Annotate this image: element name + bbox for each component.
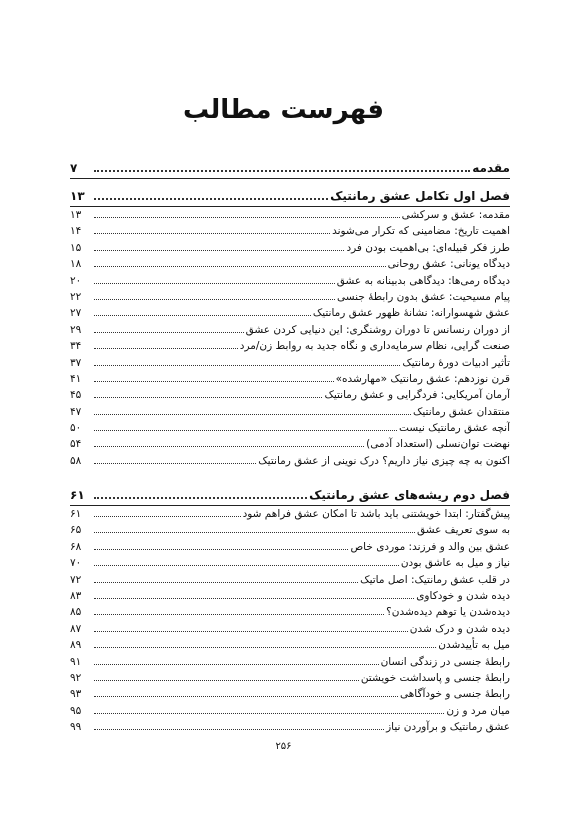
leader-dots bbox=[94, 441, 364, 448]
toc-intro-page: ۷ bbox=[70, 161, 78, 175]
toc-entry-title: رابطهٔ جنسی و پاسداشت خویشتن bbox=[360, 671, 510, 684]
leader-dots bbox=[94, 375, 334, 382]
leader-dots bbox=[94, 260, 386, 267]
toc-entry[interactable] bbox=[70, 703, 510, 719]
divider bbox=[70, 178, 510, 179]
leader-dots bbox=[94, 359, 400, 366]
toc-entry-page: ۸۵ bbox=[70, 606, 82, 619]
leader-dots bbox=[94, 228, 330, 235]
leader-dots bbox=[94, 342, 238, 349]
toc-entry-page: ۱۵ bbox=[70, 241, 82, 254]
toc-entry-page: ۲۲ bbox=[70, 290, 82, 303]
toc-entry-title: مقدمه: عشق و سرکشی bbox=[401, 209, 510, 221]
toc-entry[interactable] bbox=[70, 289, 510, 305]
toc-entry[interactable] bbox=[70, 522, 510, 538]
toc-entry[interactable] bbox=[70, 305, 510, 321]
toc-entry-page: ۲۰ bbox=[70, 274, 82, 287]
toc-entry[interactable] bbox=[70, 539, 510, 555]
leader-dots bbox=[94, 211, 400, 218]
chapter-page: ۶۱ bbox=[70, 488, 85, 502]
toc-entry-page: ۷۰ bbox=[70, 557, 82, 570]
toc-entry-title: میان مرد و زن bbox=[446, 704, 510, 717]
leader-dots bbox=[94, 543, 348, 550]
leader-dots bbox=[94, 723, 384, 730]
toc-intro-title: مقدمه bbox=[472, 161, 510, 175]
toc-entry-title: عشق بین والد و فرزند: موردی خاص bbox=[350, 540, 510, 553]
toc-entry-page: ۹۳ bbox=[70, 688, 82, 701]
leader-dots bbox=[94, 576, 358, 583]
leader-dots bbox=[94, 293, 335, 300]
leader-dots bbox=[94, 625, 408, 632]
toc-entry-title: دیده شدن و خودکاوی bbox=[416, 589, 510, 602]
leader-dots bbox=[94, 310, 311, 317]
toc-entry[interactable] bbox=[70, 273, 510, 289]
toc-entry[interactable] bbox=[70, 436, 510, 452]
leader-dots bbox=[94, 326, 244, 333]
toc-entry[interactable] bbox=[70, 506, 510, 522]
toc-entry-page: ۱۸ bbox=[70, 258, 82, 271]
toc-entry[interactable] bbox=[70, 404, 510, 420]
toc-entry-title: رابطهٔ جنسی و خودآگاهی bbox=[399, 688, 510, 701]
toc-entry-title: آنچه عشق رمانتیک نیست bbox=[399, 422, 510, 435]
toc-entry[interactable] bbox=[70, 420, 510, 436]
toc-entry-page: ۹۵ bbox=[70, 704, 82, 717]
leader-dots bbox=[94, 191, 328, 200]
toc-entry[interactable] bbox=[70, 338, 510, 354]
toc-entry[interactable] bbox=[70, 621, 510, 637]
chapter-1-entries bbox=[70, 207, 510, 469]
toc-entry-title: اهمیت تاریخ: مضامینی که تکرار می‌شوند bbox=[332, 225, 510, 238]
toc-entry-title: منتقدان عشق رمانتیک bbox=[412, 405, 510, 418]
toc-entry-title: رابطهٔ جنسی در زندگی انسان bbox=[380, 655, 510, 668]
toc-entry-page: ۸۷ bbox=[70, 622, 82, 635]
toc-entry-page: ۶۵ bbox=[70, 524, 82, 537]
toc-entry[interactable] bbox=[70, 572, 510, 588]
toc-entry-title: میل به تأییدشدن bbox=[438, 639, 510, 652]
toc-entry-title: از دوران رنسانس تا دوران روشنگری: این دنیایی کردن عشق bbox=[245, 323, 510, 336]
leader-dots bbox=[94, 707, 444, 714]
toc-entry[interactable] bbox=[70, 686, 510, 702]
toc-entry[interactable] bbox=[70, 670, 510, 686]
toc-chapter-2 bbox=[70, 485, 510, 735]
toc-entry[interactable] bbox=[70, 322, 510, 338]
leader-dots bbox=[94, 641, 436, 648]
toc-intro bbox=[70, 158, 510, 179]
chapter-2-entries bbox=[70, 506, 510, 735]
toc-entry-title: نهضت توان‌نسلی (استعداد آدمی) bbox=[366, 438, 510, 451]
toc-entry-title: عشق شهسوارانه: نشانهٔ ظهور عشق رمانتیک bbox=[312, 307, 510, 320]
toc-entry[interactable] bbox=[70, 240, 510, 256]
toc-entry-title: صنعت گرایی، نظام سرمایه‌داری و نگاه جدید به روابط زن/مرد bbox=[239, 340, 510, 353]
toc-entry-title: دیده‌شدن یا توهم دیده‌شدن؟ bbox=[386, 606, 510, 619]
toc-entry[interactable] bbox=[70, 453, 510, 469]
toc-entry-page: ۵۴ bbox=[70, 438, 82, 451]
toc-entry-title: دیدگاه رمی‌ها: دیدگاهی بدبینانه به عشق bbox=[336, 274, 510, 287]
toc-entry-page: ۳۴ bbox=[70, 340, 82, 353]
toc-entry[interactable] bbox=[70, 223, 510, 239]
toc-entry-page: ۱۴ bbox=[70, 225, 82, 238]
toc-entry-page: ۲۹ bbox=[70, 323, 82, 336]
toc-entry-page: ۵۸ bbox=[70, 454, 82, 467]
toc-entry-title: به سوی تعریف عشق bbox=[417, 524, 510, 537]
toc-entry-page: ۴۷ bbox=[70, 405, 82, 418]
leader-dots bbox=[94, 592, 414, 599]
toc-entry[interactable] bbox=[70, 355, 510, 371]
toc-entry[interactable] bbox=[70, 207, 510, 223]
leader-dots bbox=[94, 277, 335, 284]
leader-dots bbox=[94, 392, 322, 399]
toc-entry-title: تأثیر ادبیات دورهٔ رمانتیک bbox=[402, 356, 510, 369]
toc-entry[interactable] bbox=[70, 371, 510, 387]
toc-entry-title: دیده شدن و درک شدن bbox=[409, 622, 510, 635]
chapter-heading[interactable] bbox=[70, 485, 510, 505]
toc-entry[interactable] bbox=[70, 637, 510, 653]
leader-dots bbox=[94, 559, 399, 566]
toc-entry-title: عشق رمانتیک و برآوردن نیاز bbox=[386, 721, 510, 734]
leader-dots bbox=[94, 244, 344, 251]
toc-entry-page: ۳۷ bbox=[70, 356, 82, 369]
toc-entry[interactable] bbox=[70, 387, 510, 403]
toc-entry-page: ۴۱ bbox=[70, 372, 82, 385]
toc-entry[interactable] bbox=[70, 604, 510, 620]
page-title: فهرست مطالب bbox=[183, 95, 384, 125]
leader-dots bbox=[94, 691, 398, 698]
toc-entry-page: ۸۳ bbox=[70, 589, 82, 602]
toc-entry-title: پیام مسیحیت: عشق بدون رابطهٔ جنسی bbox=[337, 290, 510, 303]
toc-entry-page: ۱۳ bbox=[70, 209, 82, 221]
toc-entry-page: ۷۲ bbox=[70, 573, 82, 586]
toc-entry-page: ۶۸ bbox=[70, 540, 82, 553]
toc-entry-title: در قلب عشق رمانتیک: اصل ماتیک bbox=[360, 573, 510, 586]
toc-entry-page: ۹۹ bbox=[70, 721, 82, 734]
toc-entry-title: آرمان آمریکایی: فردگرایی و عشق رمانتیک bbox=[324, 389, 510, 402]
toc-entry-title: قرن نوزدهم: عشق رمانتیک «مهارشده» bbox=[335, 372, 510, 385]
toc-entry[interactable] bbox=[70, 719, 510, 735]
leader-dots bbox=[94, 457, 256, 464]
toc-entry[interactable] bbox=[70, 555, 510, 571]
chapter-title: فصل دوم ریشه‌های عشق رمانتیک bbox=[309, 488, 510, 502]
toc-entry-title: طرز فکر قبیله‌ای: بی‌اهمیت بودن فرد bbox=[346, 241, 510, 254]
toc-chapter-1 bbox=[70, 186, 510, 469]
leader-dots bbox=[94, 674, 359, 681]
chapter-page: ۱۳ bbox=[70, 189, 85, 203]
toc-entry-page: ۲۷ bbox=[70, 307, 82, 320]
leader-dots bbox=[94, 609, 384, 616]
toc-entry-page: ۵۰ bbox=[70, 422, 82, 435]
toc-entry-title: نیاز و میل به عاشق بودن bbox=[400, 557, 510, 570]
toc-entry-page: ۶۱ bbox=[70, 508, 82, 520]
leader-dots bbox=[94, 510, 241, 517]
toc-intro-row[interactable] bbox=[70, 158, 510, 178]
page-number: ۲۵۶ bbox=[275, 741, 292, 752]
toc-entry[interactable] bbox=[70, 654, 510, 670]
toc-entry-page: ۹۱ bbox=[70, 655, 82, 668]
leader-dots bbox=[94, 424, 397, 431]
toc-entry-page: ۹۲ bbox=[70, 671, 82, 684]
toc-entry[interactable] bbox=[70, 588, 510, 604]
chapter-title: فصل اول تکامل عشق رمانتیک bbox=[330, 189, 510, 203]
leader-dots bbox=[94, 658, 379, 665]
toc-entry-page: ۴۵ bbox=[70, 389, 82, 402]
leader-dots bbox=[94, 408, 411, 415]
leader-dots bbox=[94, 163, 470, 172]
chapter-heading[interactable] bbox=[70, 186, 510, 206]
toc-entry-title: دیدگاه یونانی: عشق روحانی bbox=[387, 258, 510, 271]
leader-dots bbox=[94, 527, 415, 534]
toc-entry-title: اکنون به چه چیزی نیاز داریم؟ درک نوینی از عشق رمانتیک bbox=[258, 454, 510, 467]
toc-entry-page: ۸۹ bbox=[70, 639, 82, 652]
toc-entry[interactable] bbox=[70, 256, 510, 272]
leader-dots bbox=[94, 490, 307, 499]
toc-entry-title: پیش‌گفتار: ابتدا خویشتنی باید باشد تا امکان عشق فراهم شود bbox=[242, 508, 510, 520]
